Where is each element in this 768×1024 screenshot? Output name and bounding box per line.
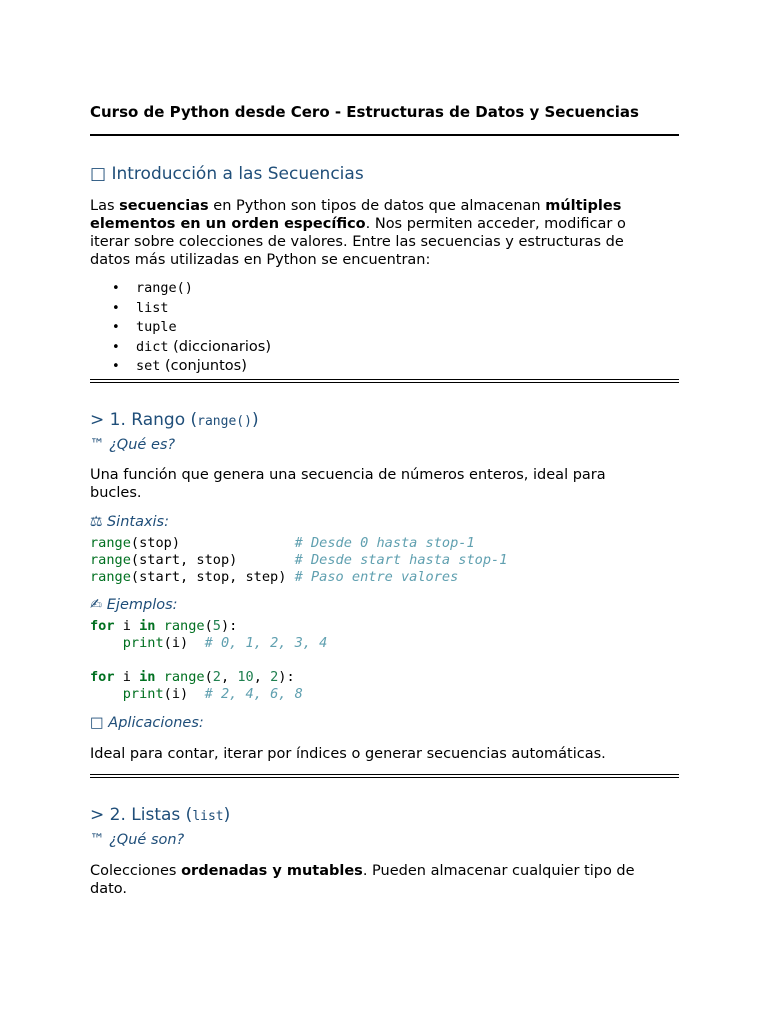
code-args: (start, stop) [130, 552, 295, 568]
code-function: range [90, 552, 131, 568]
section-2-paragraph [90, 862, 660, 898]
section-2-heading-suffix: ) [223, 805, 231, 825]
syntax-heading: ⚖ Sintaxis: [90, 514, 169, 530]
code-indent [90, 686, 123, 702]
code-line [90, 686, 303, 703]
list-item [90, 318, 271, 338]
code-number: 5 [212, 618, 221, 634]
intro-heading [90, 164, 364, 184]
section-1-what-text: Una función que genera una secuencia de números enteros, ideal para bucles. [90, 467, 606, 501]
code-keyword: for [90, 618, 115, 634]
section-1-heading-suffix: ) [251, 410, 259, 430]
example-1-code-block [90, 618, 327, 652]
code-line [90, 669, 303, 686]
intro-heading-text: Introducción a las Secuencias [111, 164, 364, 184]
list-item [90, 279, 271, 299]
code-function: print [122, 635, 164, 651]
code-text: ): [278, 669, 295, 685]
code-function: range [163, 618, 205, 634]
section-2-bold-1: ordenadas y mutables [181, 863, 363, 879]
list-item-code: set [136, 358, 161, 374]
code-text: ( [204, 618, 213, 634]
intro-paragraph [90, 197, 660, 269]
bullet-icon: • [112, 339, 120, 355]
list-item-text: (conjuntos) [160, 358, 247, 374]
title-divider [90, 134, 679, 136]
code-line [90, 569, 507, 586]
section-1-heading-code: range() [197, 414, 252, 429]
list-item-code: list [136, 299, 169, 316]
code-line [90, 552, 507, 569]
code-args: (start, stop, step) [130, 569, 295, 585]
code-function: range [90, 569, 131, 585]
section-2-heading-text: > 2. Listas ( [90, 805, 193, 825]
code-function: range [90, 535, 131, 551]
code-args: (stop) [130, 535, 295, 551]
code-line [90, 618, 327, 635]
example-2-code-block [90, 669, 303, 703]
section-2-heading-code: list [192, 809, 224, 824]
code-line [90, 635, 327, 652]
code-line [90, 535, 507, 552]
code-number: 2 [212, 669, 221, 685]
section-1-what-heading: ™ ¿Qué es? [90, 437, 176, 453]
list-item-code: dict [136, 338, 169, 355]
list-item-code: range() [136, 280, 193, 296]
section-divider [90, 774, 679, 778]
code-text: , [253, 669, 271, 685]
document-title: Curso de Python desde Cero - Estructuras de Datos y Secuencias [90, 103, 639, 121]
code-comment: # Desde 0 hasta stop-1 [294, 535, 475, 551]
section-2-text-1: Colecciones [90, 863, 182, 879]
code-text [156, 618, 164, 634]
code-comment: # Desde start hasta stop-1 [294, 552, 508, 568]
bullet-icon: • [112, 300, 120, 316]
code-text: i [114, 669, 140, 685]
list-item [90, 357, 271, 377]
code-number: 10 [237, 669, 254, 685]
code-number: 2 [270, 669, 279, 685]
code-comment: # Paso entre valores [294, 569, 459, 585]
code-text: ): [220, 618, 238, 634]
sequence-list [90, 279, 271, 377]
bullet-icon: • [112, 320, 120, 335]
code-text: ( [204, 669, 213, 685]
code-text: , [220, 669, 238, 685]
applications-heading: □ Aplicaciones: [90, 715, 204, 731]
section-2-text-2: . Pueden almacenar cualquier tipo de dato. [90, 863, 635, 897]
syntax-code-block [90, 535, 507, 586]
section-1-heading-text: > 1. Rango ( [90, 410, 198, 430]
section-2-what-heading: ™ ¿Qué son? [90, 832, 185, 848]
list-item-text: (diccionarios) [168, 338, 272, 355]
list-item-code: tuple [136, 319, 177, 335]
code-args: (i) [163, 635, 205, 651]
code-text: i [114, 618, 140, 634]
code-args: (i) [163, 686, 205, 702]
code-indent [90, 635, 123, 651]
intro-heading-icon: □ [90, 164, 107, 184]
code-keyword: in [139, 669, 156, 685]
code-text [156, 669, 164, 685]
code-comment: # 2, 4, 6, 8 [204, 686, 303, 702]
applications-text: Ideal para contar, iterar por índices o generar secuencias automáticas. [90, 746, 606, 762]
intro-text-2: en Python son tipos de datos que almacenan [208, 198, 546, 214]
intro-text-1: Las [90, 198, 120, 214]
code-keyword: in [139, 618, 156, 634]
examples-heading: ✍ Ejemplos: [90, 597, 178, 613]
code-keyword: for [90, 669, 115, 685]
code-function: print [122, 686, 164, 702]
intro-bold-1: secuencias [119, 198, 209, 214]
bullet-icon: • [112, 281, 120, 296]
list-item [90, 299, 271, 319]
section-divider [90, 379, 679, 383]
code-comment: # 0, 1, 2, 3, 4 [204, 635, 328, 651]
list-item [90, 338, 271, 358]
intro-text-3: . Nos permiten acceder, modificar o iterar sobre colecciones de valores. Entre las secuencias y estructuras de datos más utilizadas en Python se encuentran: [90, 216, 626, 268]
section-1-heading [90, 410, 259, 430]
code-function: range [163, 669, 205, 685]
intro-bold-2: múltiples elementos en un orden específico [90, 198, 622, 232]
bullet-icon: • [112, 359, 120, 374]
section-2-heading [90, 805, 230, 825]
